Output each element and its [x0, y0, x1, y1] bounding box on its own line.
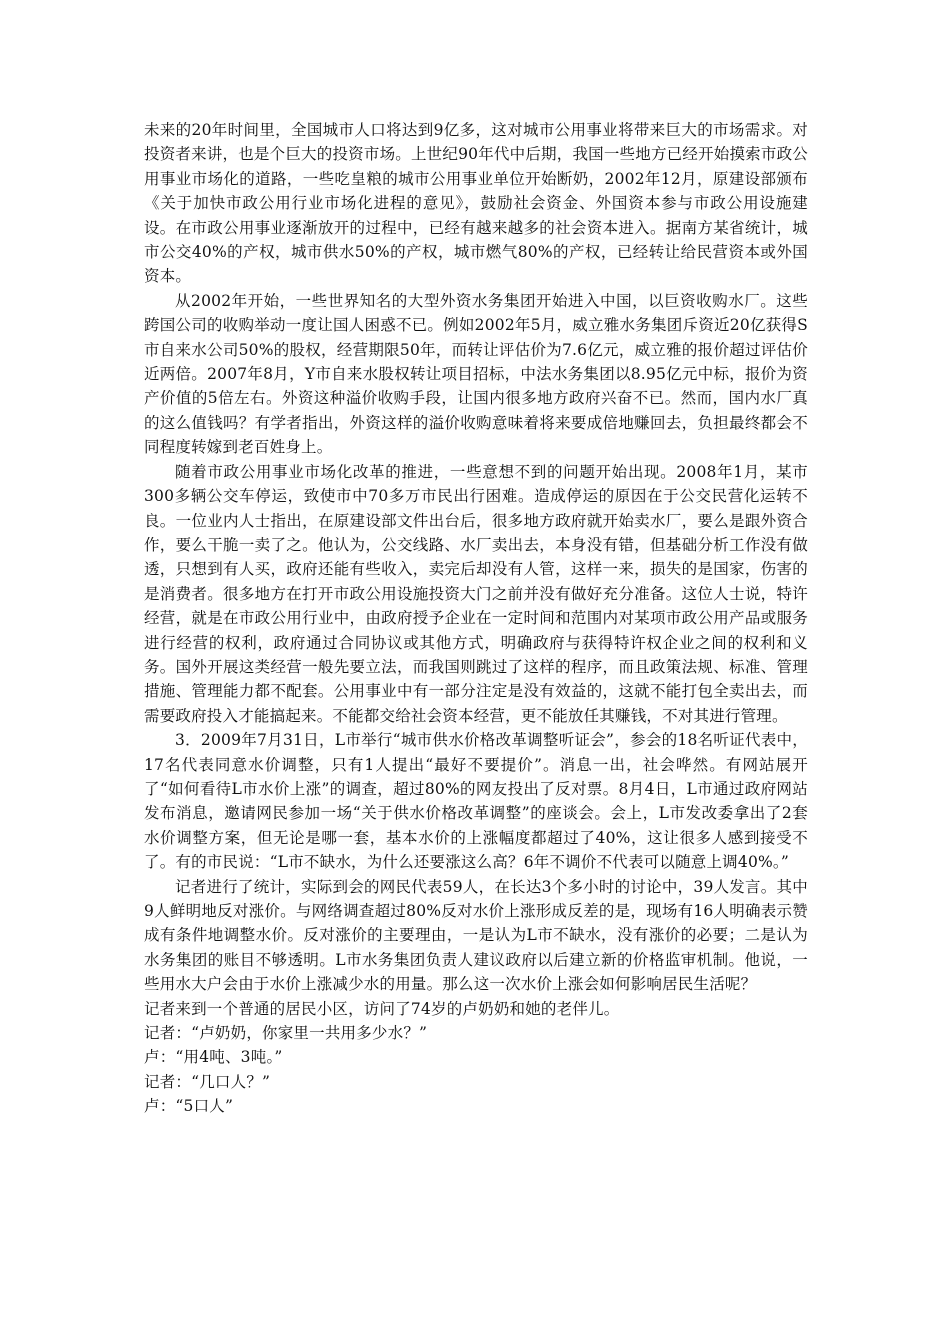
dialog-line-4: 卢：“5口人” — [144, 1097, 234, 1116]
paragraph-2: 从2002年开始，一些世界知名的大型外资水务集团开始进入中国，以巨资收购水厂。这些跨国公司的收购举动一度让国人困惑不已。例如2002年5月，威立雅水务集团斥资近20亿获得S市自来水公司50%的股权，经营期限50年，而转让评估价为7.6亿元，威立雅的报价超过评估价近两倍。2007年8月，Y市自来水股权转让项目招标，中法水务集团以8.95亿元中标，报价为资产价值的5倍左右。外资这种溢价收购手段，让国内很多地方政府兴奋不已。然而，国内水厂真的这么值钱吗？有学者指出，外资这样的溢价收购意味着将来要成倍地赚回去，负担最终都会不同程度转嫁到老百姓身上。 — [144, 291, 808, 457]
paragraph-6: 记者来到一个普通的居民小区，访问了74岁的卢奶奶和她的老伴儿。 — [144, 999, 620, 1018]
dialog-line-3: 记者：“几口人？” — [144, 1072, 271, 1091]
paragraph-5: 记者进行了统计，实际到会的网民代表59人，在长达3个多小时的讨论中，39人发言。其中9人鲜明地反对涨价。与网络调查超过80%反对水价上涨形成反差的是，现场有16人明确表示赞成有条件地调整水价。反对涨价的主要理由，一是认为L市不缺水，没有涨价的必要；二是认为水务集团的账目不够透明。L市水务集团负责人建议政府以后建立新的价格监审机制。他说，一些用水大户会由于水价上涨减少水的用量。那么这一次水价上涨会如何影响居民生活呢？ — [144, 877, 808, 994]
paragraph-1: 未来的20年时间里，全国城市人口将达到9亿多，这对城市公用事业将带来巨大的市场需求。对投资者来讲，也是个巨大的投资市场。上世纪90年代中后期，我国一些地方已经开始摸索市政公用事业市场化的道路，一些吃皇粮的城市公用事业单位开始断奶，2002年12月，原建设部颁布《关于加快市政公用行业市场化进程的意见》，鼓励社会资金、外国资本参与市政公用设施建设。在市政公用事业逐渐放开的过程中，已经有越来越多的社会资本进入。据南方某省统计，城市公交40%的产权，城市供水50%的产权，城市燃气80%的产权，已经转让给民营资本或外国资本。 — [144, 121, 808, 286]
dialog-line-1: 记者：“卢奶奶，你家里一共用多少水？” — [144, 1024, 428, 1043]
paragraph-4: 3．2009年7月31日，L市举行“城市供水价格改革调整听证会”，参会的18名听证代表中，17名代表同意水价调整，只有1人提出“最好不要提价”。消息一出，社会哗然。有网站展开了“如何看待L市水价上涨”的调查，超过80%的网友投出了反对票。8月4日，L市通过政府网站发布消息，邀请网民参加一场“关于供水价格改革调整”的座谈会。会上，L市发改委拿出了2套水价调整方案，但无论是哪一套，基本水价的上涨幅度都超过了40%，这让很多人感到接受不了。有的市民说：“L市不缺水，为什么还要涨这么高？6年不调价不代表可以随意上调40%。” — [144, 731, 808, 872]
document-page — [144, 118, 808, 1119]
dialog-line-2: 卢：“用4吨、3吨。” — [144, 1048, 283, 1067]
paragraph-3: 随着市政公用事业市场化改革的推进，一些意想不到的问题开始出现。2008年1月，某市300多辆公交车停运，致使市中70多万市民出行困难。造成停运的原因在于公交民营化运转不良。一位业内人士指出，在原建设部文件出台后，很多地方政府就开始卖水厂，要么是跟外资合作，要么干脆一卖了之。他认为，公交线路、水厂卖出去，本身没有错，但基础分析工作没有做透，只想到有人买，政府还能有些收入，卖完后却没有人管，这样一来，损失的是国家，伤害的是消费者。很多地方在打开市政公用设施投资大门之前并没有做好充分准备。这位人士说，特许经营，就是在市政公用行业中，由政府授予企业在一定时间和范围内对某项市政公用产品或服务进行经营的权利，政府通过合同协议或其他方式，明确政府与获得特许权企业之间的权利和义务。国外开展这类经营一般先要立法，而我国则跳过了这样的程序，而且政策法规、标准、管理措施、管理能力都不配套。公用事业中有一部分注定是没有效益的，这就不能打包全卖出去，而需要政府投入才能搞起来。不能都交给社会资本经营，更不能放任其赚钱，不对其进行管理。 — [144, 462, 808, 725]
